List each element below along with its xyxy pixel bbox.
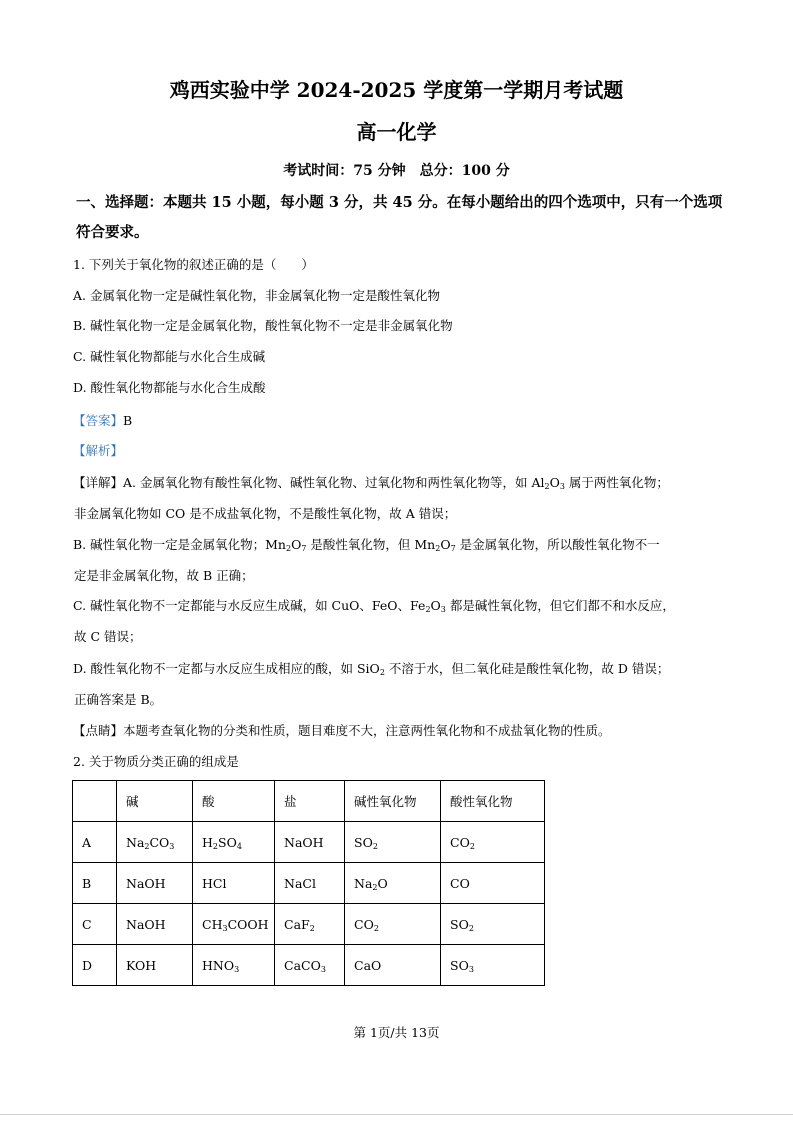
- table-cell: $SO_2$: [441, 904, 545, 945]
- section-heading: 一、选择题：本题共 15 小题，每小题 3 分，共 45 分。在每小题给出的四个选项中，只有一个选项符合要求。: [76, 194, 723, 241]
- table-cell: CaO: [345, 945, 441, 986]
- analysis-label: 【解析】: [73, 443, 124, 458]
- table-row: [73, 904, 545, 945]
- detail-d-line-1: D. 酸性氧化物不一定都与水反应生成相应的酸，如 SiO$_2$ 不溶于水，但二氧化硅是酸性氧化物，故 D 错误；: [73, 661, 670, 677]
- answer-value: B: [123, 413, 133, 428]
- table-cell: CaF$_2$: [275, 904, 345, 945]
- detail-d-line-2: 正确答案是 B。: [74, 692, 163, 707]
- comment-label: 【点睛】: [73, 723, 124, 738]
- table-cell: $SO_2$: [345, 822, 441, 863]
- detail-b-line-2: 定是非金属氧化物，故 B 正确；: [74, 568, 254, 583]
- detail-c-line-1: C. 碱性氧化物不一定都能与水反应生成碱，如 CuO、FeO、$Fe_2O_3$ 都是碱性氧化物，但它们都不和水反应，: [73, 598, 675, 614]
- table-cell: CaCO$_3$: [275, 945, 345, 986]
- classification-table: [72, 780, 545, 986]
- answer-label: 【答案】: [73, 413, 124, 428]
- subject-title: 高一化学: [356, 120, 437, 144]
- table-row: [73, 863, 545, 904]
- question-1-stem: 1. 下列关于氧化物的叙述正确的是（ ）: [73, 257, 314, 272]
- table-cell: KOH: [117, 945, 193, 986]
- table-cell: $CO_2$: [441, 822, 545, 863]
- table-cell: B: [73, 863, 117, 904]
- table-cell: C: [73, 904, 117, 945]
- table-header-cell: 碱性氧化物: [345, 781, 441, 822]
- question-1-option-c: C. 碱性氧化物都能与水化合生成碱: [73, 349, 266, 364]
- table-header-cell: 碱: [117, 781, 193, 822]
- table-row: [73, 822, 545, 863]
- table-cell: NaOH: [117, 904, 193, 945]
- exam-title: 鸡西实验中学 2024-2025 学度第一学期月考试题: [169, 78, 624, 102]
- comment-line: 【点睛】本题考查氧化物的分类和性质，题目难度不大，注意两性氧化物和不成盐氧化物的性质。: [73, 723, 611, 738]
- table-header-row: [73, 781, 545, 822]
- table-cell: NaOH: [275, 822, 345, 863]
- table-header-cell: [73, 781, 117, 822]
- table-cell: CO: [441, 863, 545, 904]
- table-cell: $CO_2$: [345, 904, 441, 945]
- table-cell: NaOH: [117, 863, 193, 904]
- detail-a-line-1: 【详解】A. 金属氧化物有酸性氧化物、碱性氧化物、过氧化物和两性氧化物等，如 $Al_2O_3$ 属于两性氧化物；: [73, 475, 669, 491]
- table-cell: $CH_3COOH$: [193, 904, 275, 945]
- table-cell: $HNO_3$: [193, 945, 275, 986]
- answer-line: [73, 411, 725, 431]
- page-divider: [0, 1114, 793, 1115]
- page-footer: 第 1页/共 13页: [353, 1025, 440, 1040]
- table-row: [73, 945, 545, 986]
- table-cell: HCl: [193, 863, 275, 904]
- table-cell: $SO_3$: [441, 945, 545, 986]
- table-header-cell: 酸: [193, 781, 275, 822]
- question-1-option-d: D. 酸性氧化物都能与水化合生成酸: [73, 380, 266, 395]
- table-cell: NaCl: [275, 863, 345, 904]
- table-cell: $Na_2CO_3$: [117, 822, 193, 863]
- table-cell: $H_2SO_4$: [193, 822, 275, 863]
- detail-c-line-2: 故 C 错误；: [74, 629, 142, 644]
- detail-label: 【详解】: [73, 475, 124, 490]
- question-1-option-a: A. 金属氧化物一定是碱性氧化物，非金属氧化物一定是酸性氧化物: [73, 288, 440, 303]
- exam-info: 考试时间：75 分钟 总分：100 分: [283, 163, 510, 179]
- question-2-stem: 2. 关于物质分类正确的组成是: [73, 754, 239, 769]
- table-header-cell: 盐: [275, 781, 345, 822]
- table-header-cell: 酸性氧化物: [441, 781, 545, 822]
- question-1-option-b: B. 碱性氧化物一定是金属氧化物，酸性氧化物不一定是非金属氧化物: [73, 318, 453, 333]
- detail-b-line-1: B. 碱性氧化物一定是金属氧化物；$Mn_2O_7$ 是酸性氧化物，但 $Mn_2O_7$ 是金属氧化物，所以酸性氧化物不一: [73, 537, 660, 553]
- table-cell: $Na_2O$: [345, 863, 441, 904]
- table-cell: A: [73, 822, 117, 863]
- detail-a-line-2: 非金属氧化物如 CO 是不成盐氧化物，不是酸性氧化物，故 A 错误；: [74, 506, 457, 521]
- table-cell: D: [73, 945, 117, 986]
